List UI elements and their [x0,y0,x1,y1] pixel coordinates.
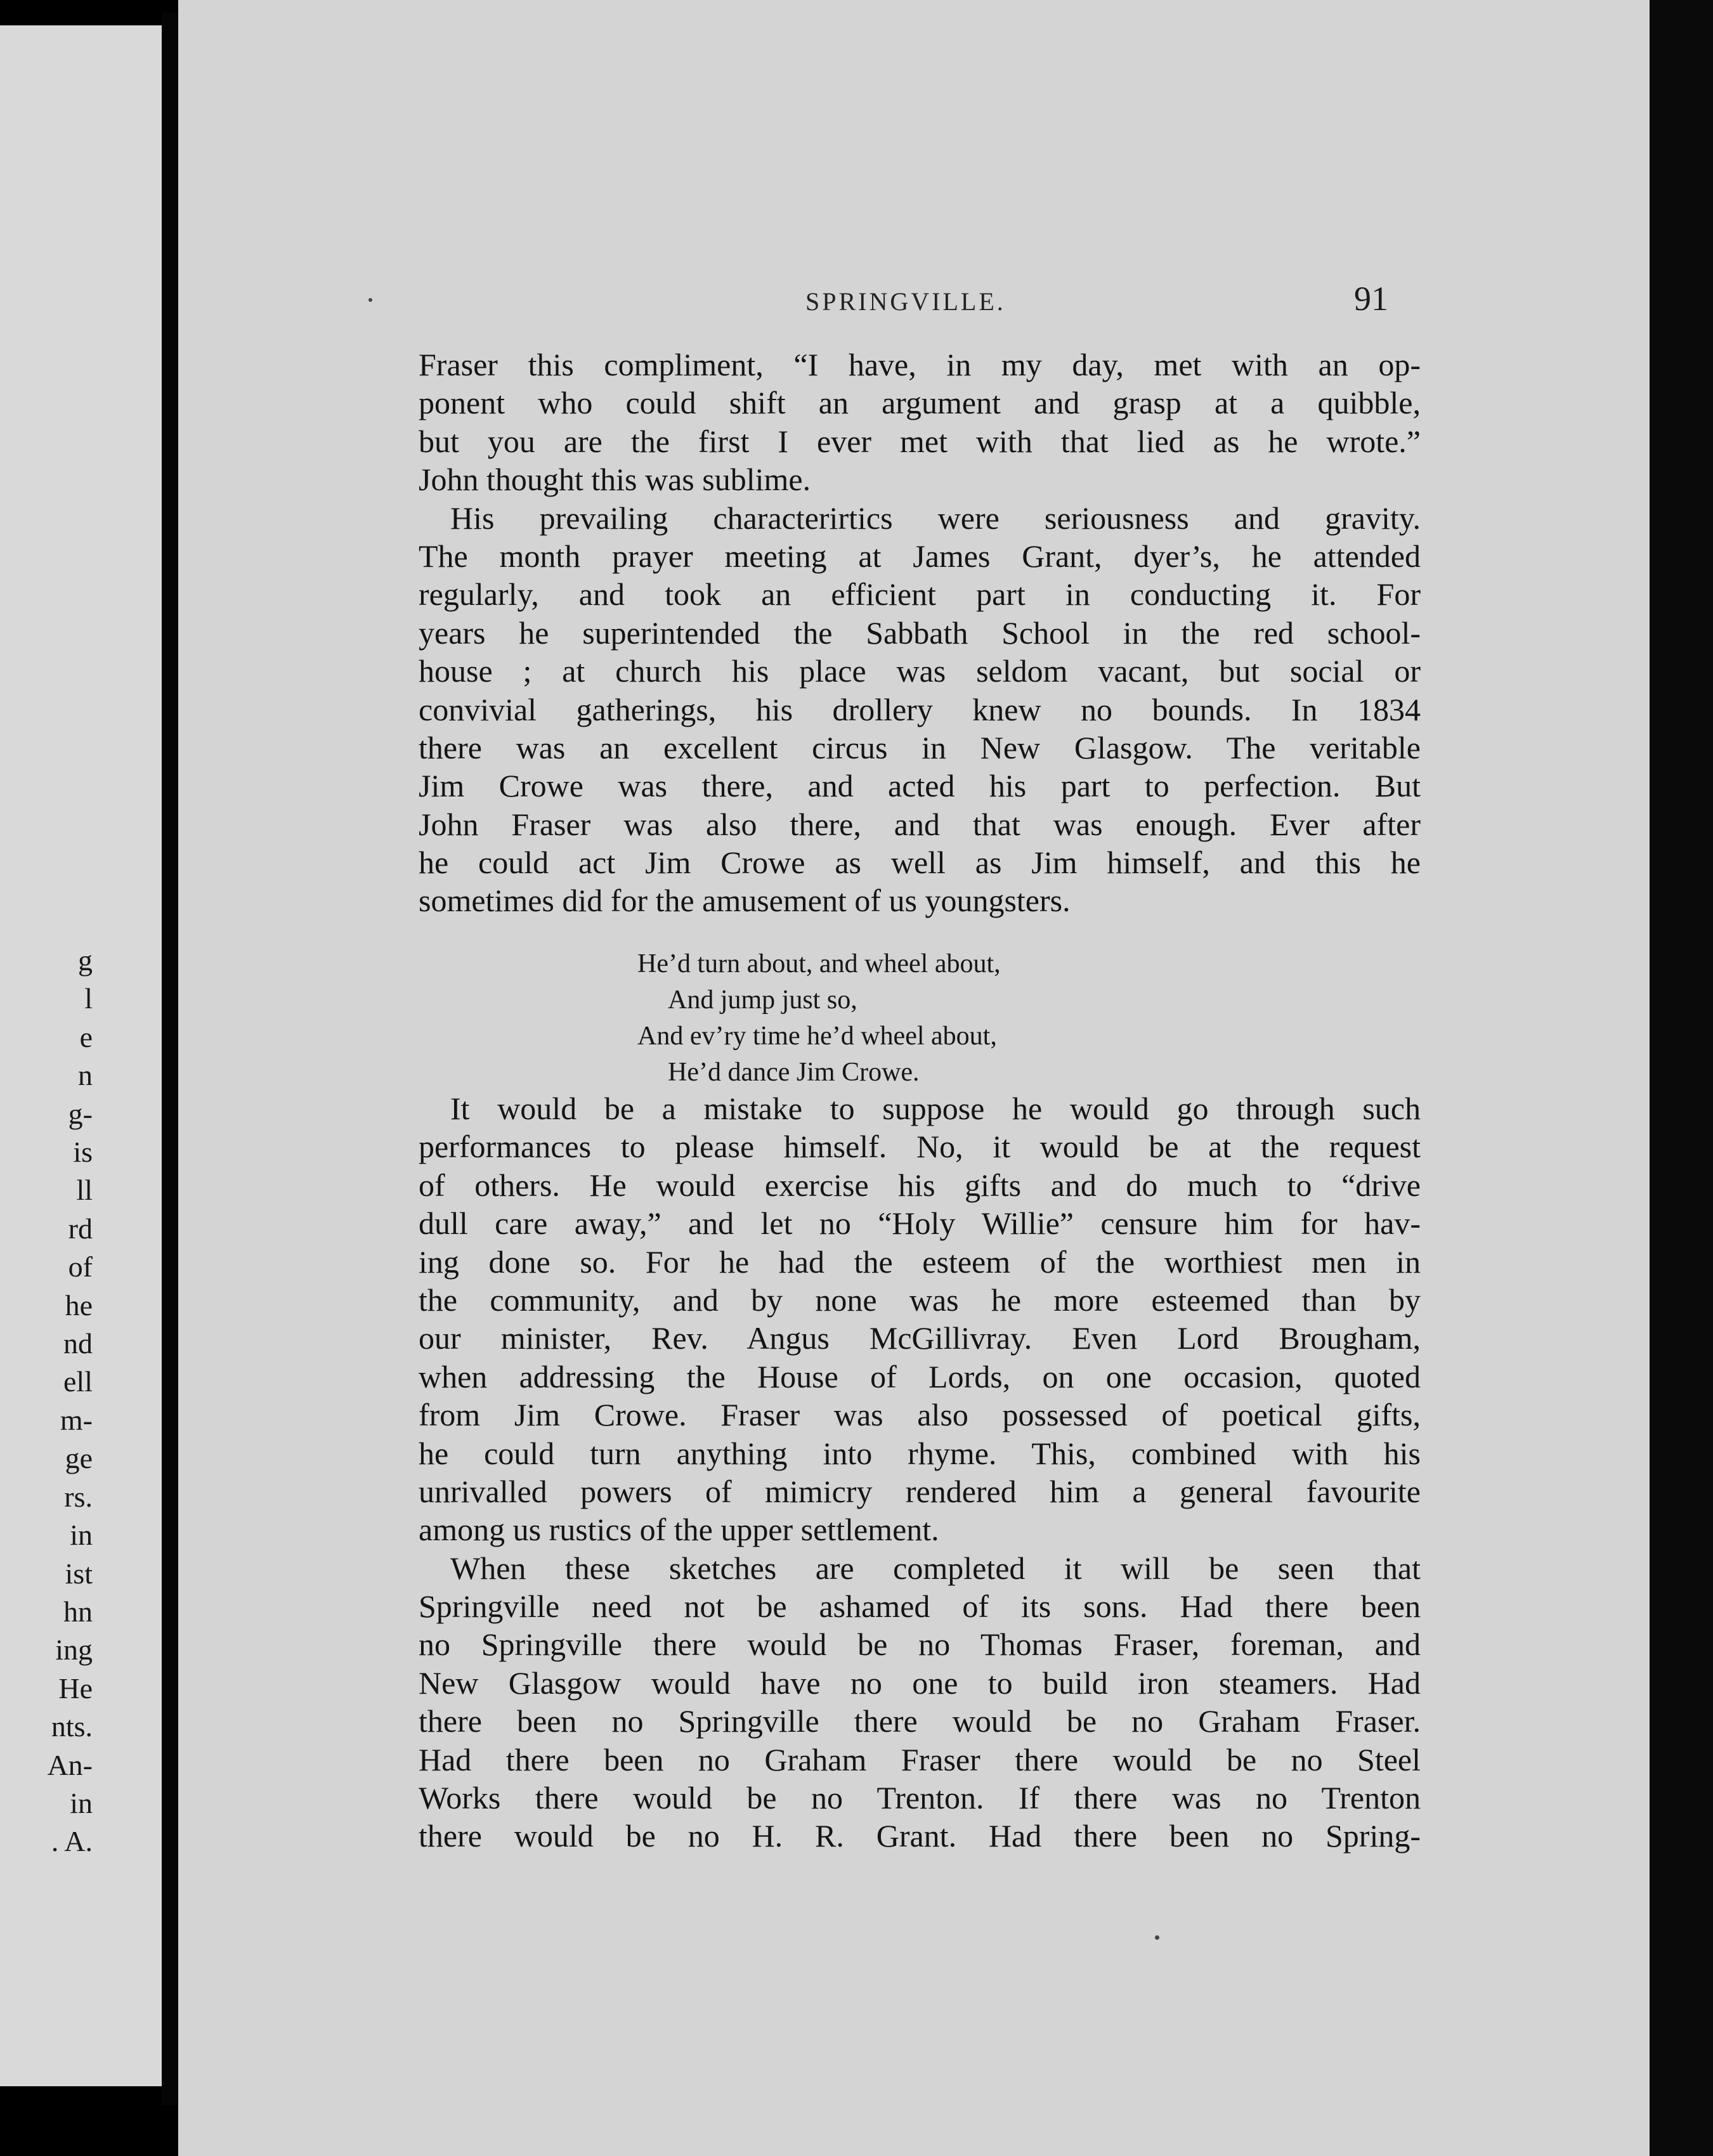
text-line: John Fraser was also there, and that was enough. Ever after [419,806,1421,842]
text-line: dull care away,” and let no “Holy Willie” censure him for hav- [419,1205,1421,1242]
text-line: The month prayer meeting at James Grant, dyer’s, he attended [419,538,1421,574]
text-line: ing done so. For he had the esteem of the worthiest men in [419,1244,1421,1280]
fragment-line: ell [63,1365,93,1398]
text-line: of others. He would exercise his gifts and do much to “drive [419,1167,1421,1203]
text-line: convivial gatherings, his drollery knew no bounds. In 1834 [419,691,1421,727]
text-line: It would be a mistake to suppose he would go through such [450,1091,1421,1126]
fragment-line: ing [55,1633,93,1666]
fragment-line: g- [68,1097,93,1130]
text-line: ponent who could shift an argument and grasp at a quibble, [419,385,1421,421]
verse-line: He’d turn about, and wheel about, [637,949,1001,978]
fragment-line: rd [68,1212,93,1245]
text-line: His prevailing characterirtics were seriousness and gravity. [450,500,1421,536]
fragment-line: ll [76,1174,93,1207]
text-line: but you are the first I ever met with that lied as he wrote.” [419,423,1421,459]
fragment-line: he [65,1289,93,1322]
text-line: Had there been no Graham Fraser there would be no Steel [419,1741,1421,1777]
text-line: Works there would be no Trenton. If there was no Trenton [419,1780,1421,1816]
fragment-line: nts. [51,1710,93,1743]
fragment-line: e [79,1020,93,1053]
text-line: Springville need not be ashamed of its sons. Had there been [419,1588,1421,1625]
text-line: the community, and by none was he more esteemed than by [419,1282,1421,1318]
text-line: Jim Crowe was there, and acted his part to perfection. But [419,768,1421,804]
text-line: sometimes did for the amusement of us youngsters. [419,883,1071,919]
fragment-line: n [78,1059,93,1092]
text-line: there would be no H. R. Grant. Had there been no Spring- [419,1818,1421,1854]
text-line: New Glasgow would have no one to build iron steamers. Had [419,1665,1421,1701]
text-line: from Jim Crowe. Fraser was also possessed of poetical gifts, [419,1397,1421,1433]
text-line: when addressing the House of Lords, on one occasion, quoted [419,1358,1421,1394]
fragment-line: . A. [51,1825,93,1858]
fragment-line: m- [60,1403,93,1436]
book-gutter [162,13,178,2105]
fragment-line: rs. [64,1480,93,1513]
fragment-line: g [78,944,93,977]
verse-quotation [637,946,1208,1091]
verse-line: He’d dance Jim Crowe. [668,1058,920,1087]
paragraph-block-2 [419,1089,1421,1855]
fragment-line: ge [65,1442,93,1475]
text-line: he could turn anything into rhyme. This, combined with his [419,1435,1421,1471]
text-line: no Springville there would be no Thomas Fraser, foreman, and [419,1627,1421,1663]
fragment-line: hn [63,1595,93,1628]
fragment-line: nd [63,1327,93,1360]
paragraph-block-1 [419,346,1421,920]
text-line: unrivalled powers of mimicry rendered him a general favourite [419,1473,1421,1509]
verse-line: And ev’ry time he’d wheel about, [637,1022,997,1051]
text-line: there was an excellent circus in New Glasgow. The veritable [419,729,1421,765]
previous-page-text-fragments [4,942,93,1861]
text-line: regularly, and took an efficient part in conducting it. For [419,576,1421,613]
page-number: 91 [1354,280,1388,318]
text-line: John thought this was sublime. [419,462,811,498]
fragment-line: An- [47,1748,93,1781]
verse-line: And jump just so, [668,985,857,1015]
text-line: Fraser this compliment, “I have, in my day, met with an op- [419,347,1421,382]
text-line: among us rustics of the upper settlement. [419,1512,939,1548]
fragment-line: He [58,1672,93,1705]
text-line: When these sketches are completed it will be seen that [450,1550,1421,1586]
previous-page-edge [0,25,162,2086]
text-line: he could act Jim Crowe as well as Jim himself, and this he [419,845,1421,881]
fragment-line: is [73,1136,93,1169]
text-line: house ; at church his place was seldom vacant, but social or [419,653,1421,689]
fragment-line: l [84,982,93,1015]
text-line: there been no Springville there would be no Graham Fraser. [419,1703,1421,1739]
fragment-line: ist [65,1557,93,1590]
fragment-line: in [70,1786,93,1819]
text-line: performances to please himself. No, it would be at the request [419,1129,1421,1165]
running-head: SPRINGVILLE. [805,287,1006,316]
fragment-line: in [70,1519,93,1552]
fragment-line: of [68,1250,93,1283]
text-line: our minister, Rev. Angus McGillivray. Even Lord Brougham, [419,1320,1421,1356]
text-line: years he superintended the Sabbath School in the red school- [419,614,1421,651]
page-outer-edge [1650,0,1713,2156]
